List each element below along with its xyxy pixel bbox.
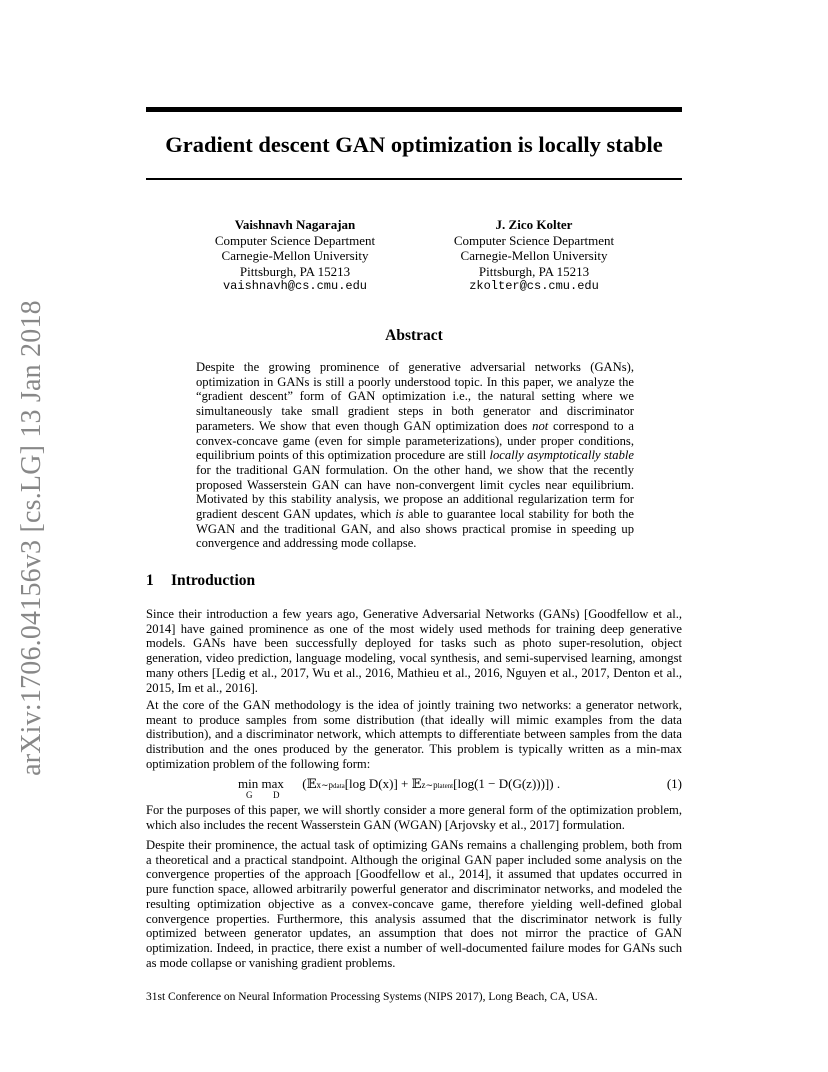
abstract-part: for the traditional GAN formulation. On the other hand, we show that the recently proposed Wasserstein GAN can have non-convergent limit cycles near equilibrium. Motivated by this stability analysis, we propose an additional regularization term for gradient descent GAN updates, which — [196, 462, 634, 522]
abstract-part: able to guarantee local stability for both the WGAN and the traditional GAN, and also shows practical promise in speeding up convergence and addressing mode collapse. — [196, 507, 634, 551]
title-top-rule — [146, 107, 682, 112]
eq-sub-plat: z∼p — [421, 780, 438, 790]
title-bottom-rule — [146, 178, 682, 180]
paragraph-intro-2: At the core of the GAN methodology is the idea of jointly training two networks: a generator network, meant to produce samples from some distribution (that ideally will mimic examples from the data distribution), and a discriminator network, which attempts to differentiate between samples from the data distribution and the ones produced by the generator. This problem is typically written as a min-max optimization problem of the following form: — [146, 698, 682, 771]
author-name: J. Zico Kolter — [495, 217, 573, 232]
equation-1 — [146, 776, 682, 804]
author-email[interactable]: vaishnavh@cs.cmu.edu — [222, 279, 368, 293]
author-univ: Carnegie-Mellon University — [221, 248, 369, 263]
author-email[interactable]: zkolter@cs.cmu.edu — [469, 279, 599, 293]
eq-sub-pdata2: data — [333, 782, 345, 790]
author-city: Pittsburgh, PA 15213 — [478, 263, 590, 279]
abstract-text — [196, 360, 634, 551]
author-univ: Carnegie-Mellon University — [460, 248, 608, 263]
equation-body — [238, 776, 560, 802]
author-block-1 — [165, 217, 425, 295]
paragraph-intro-4: Despite their prominence, the actual task of optimizing GANs remains a challenging problem, both from a theoretical and a practical standpoint. Although the original GAN paper included some analysis on the convergence properties of the approach [Goodfellow et al., 2014], it assumed that updates occurred in pure function space, allowed arbitrarily powerful generator and discriminator networks, and modeled the resulting optimization objective as a convex-concave game, therefore yielding well-defined global convergence properties. Furthermore, this analysis assumed that the discriminator network is fully optimized between generator updates, an assumption that does not mirror the practice of GAN optimization. Indeed, in practice, there exist a number of well-documented failure modes for GANs such as mode collapse or vanishing gradient problems. — [146, 838, 682, 970]
sub-d: D — [273, 790, 280, 800]
paragraph-intro-3: For the purposes of this paper, we will shortly consider a more general form of the optimization problem, which also includes the recent Wasserstein GAN (WGAN) [Arjovsky et al., 2017] formulation. — [146, 803, 682, 832]
eq-expr-c: [log(1 − D(G(z)))]) . — [453, 776, 561, 791]
minmax-operator — [238, 776, 293, 802]
author-name: Vaishnavh Nagarajan — [234, 217, 356, 232]
abstract-emphasis: is — [395, 507, 404, 522]
eq-sub-plat2: latent — [437, 782, 454, 790]
abstract-part: correspond to a convex-concave game (even for simple parameterizations), under proper conditions, equilibrium points of this optimization procedure are still — [196, 418, 634, 463]
section-title: Introduction — [171, 572, 256, 589]
abstract-heading: Abstract — [385, 327, 443, 344]
eq-expr-b: [log D(x)] + 𝔼 — [344, 776, 422, 791]
abstract-emphasis: locally asymptotically stable — [489, 448, 634, 463]
arxiv-stamp: arXiv:1706.04156v3 [cs.LG] 13 Jan 2018 — [16, 300, 47, 776]
paper-title: Gradient descent GAN optimization is locally stable — [165, 132, 663, 157]
abstract-emphasis: not — [532, 418, 549, 433]
eq-sub-pdata: x∼p — [316, 780, 334, 790]
section-heading — [146, 572, 255, 590]
eq-expr-a: (𝔼 — [302, 776, 317, 791]
sub-g: G — [246, 790, 253, 800]
equation-number: (1) — [666, 776, 682, 791]
abstract-part: Despite the growing prominence of generative adversarial networks (GANs), optimization in GANs is still a poorly understood topic. In this paper, we analyze the “gradient descent” form of GAN optimization i.e., the natural setting where we simultaneously take small gradient steps in both generator and discriminator parameters. We show that even though GAN optimization does — [196, 360, 634, 433]
conference-footnote: 31st Conference on Neural Information Processing Systems (NIPS 2017), Long Beach, CA, USA. — [146, 991, 598, 1003]
author-city: Pittsburgh, PA 15213 — [239, 263, 351, 279]
author-block-2 — [404, 217, 664, 295]
minmax-text: min max — [238, 776, 284, 791]
paragraph-intro-1: Since their introduction a few years ago, Generative Adversarial Networks (GANs) [Goodfellow et al., 2014] have gained prominence as one of the most widely used methods for training deep generative models. GANs have been successfully deployed for tasks such as photo super-resolution, object generation, video prediction, language modeling, vocal synthesis, and semi-supervised learning, amongst many others [Ledig et al., 2017, Wu et al., 2016, Mathieu et al., 2016, Nguyen et al., 2017, Denton et al., 2015, Im et al., 2016]. — [146, 607, 682, 695]
author-dept: Computer Science Department — [214, 232, 376, 248]
author-dept: Computer Science Department — [453, 232, 615, 248]
section-number: 1 — [146, 572, 154, 589]
